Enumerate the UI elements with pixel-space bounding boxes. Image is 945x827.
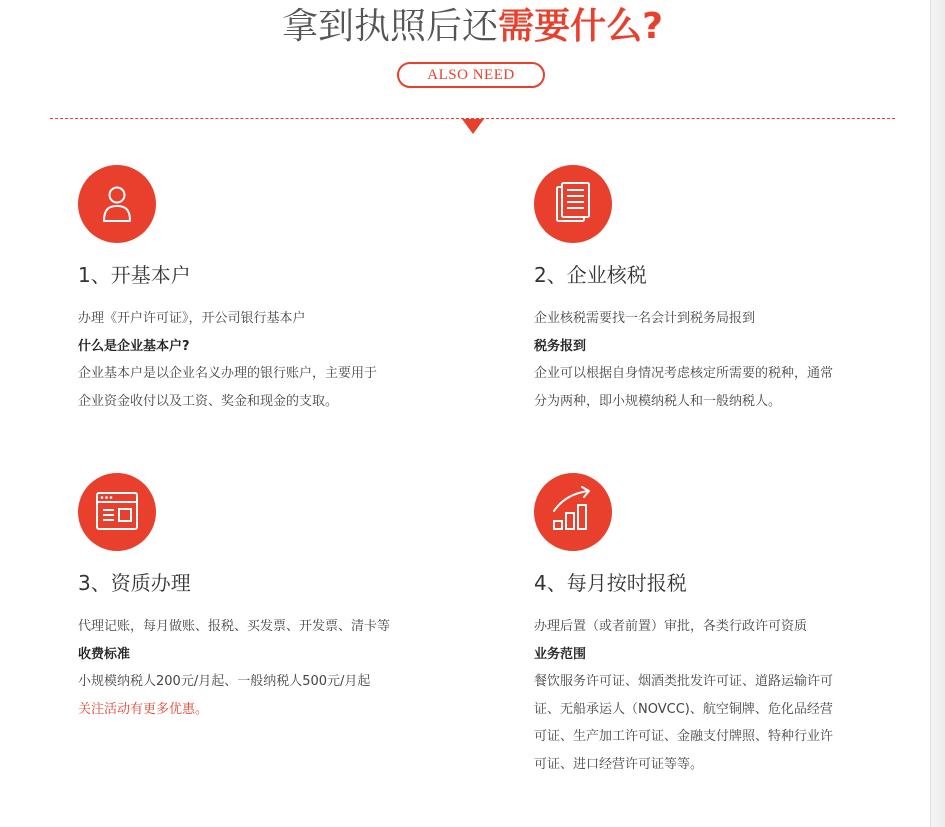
section-body	[78, 613, 390, 723]
section-title: 4、每月按时报税	[534, 571, 687, 595]
document-icon	[534, 165, 612, 243]
promo-link[interactable]: 关注活动有更多优惠。	[78, 701, 209, 717]
section-line: 可证、生产加工许可证、金融支付牌照、特种行业许	[534, 729, 834, 744]
section-title: 2、企业核税	[534, 263, 647, 287]
section-line: 办理《开户许可证》，开公司银行基本户	[78, 311, 306, 326]
section-line: 餐饮服务许可证、烟酒类批发许可证、道路运输许可	[534, 674, 834, 689]
page-title-highlight: 需要什么?	[498, 6, 663, 47]
page-scroll-edge	[930, 0, 945, 827]
browser-window-icon	[78, 473, 156, 551]
section-subheading: 业务范围	[534, 646, 587, 662]
section-body	[78, 305, 377, 415]
section-title: 3、资质办理	[78, 571, 191, 595]
page-title-normal: 拿到执照后还	[282, 6, 499, 47]
section-body	[534, 305, 833, 415]
section-body	[534, 613, 833, 778]
section-title: 1、开基本户	[78, 263, 191, 287]
section-line: 企业资金收付以及工资、奖金和现金的支取。	[78, 393, 339, 409]
section-line: 企业核税需要找一名会计到税务局报到	[534, 311, 756, 326]
section-subheading: 收费标准	[78, 646, 131, 662]
section-subheading: 税务报到	[534, 338, 587, 354]
section-line: 办理后置（或者前置）审批，各类行政许可资质	[534, 619, 808, 634]
section-line: 企业基本户是以企业名义办理的银行账户，主要用于	[78, 366, 378, 381]
section-line: 分为两种，即小规模纳税人和一般纳税人。	[534, 393, 782, 409]
growth-chart-icon	[534, 473, 612, 551]
user-icon	[78, 165, 156, 243]
section-line: 代理记账，每月做账、报税、买发票、开发票、清卡等	[78, 619, 391, 634]
also-need-badge: ALSO NEED	[397, 62, 545, 88]
section-line: 证、无船承运人（NOVCC)、航空铜牌、危化品经营	[534, 701, 833, 717]
divider-down-arrow-icon	[462, 119, 484, 134]
section-line: 企业可以根据自身情况考虑核定所需要的税种，通常	[534, 366, 834, 381]
page-title	[0, 4, 945, 50]
section-subheading: 什么是企业基本户?	[78, 338, 190, 354]
section-line: 可证、进口经营许可证等等。	[534, 756, 704, 772]
section-line: 小规模纳税人200元/月起、一般纳税人500元/月起	[78, 674, 371, 689]
